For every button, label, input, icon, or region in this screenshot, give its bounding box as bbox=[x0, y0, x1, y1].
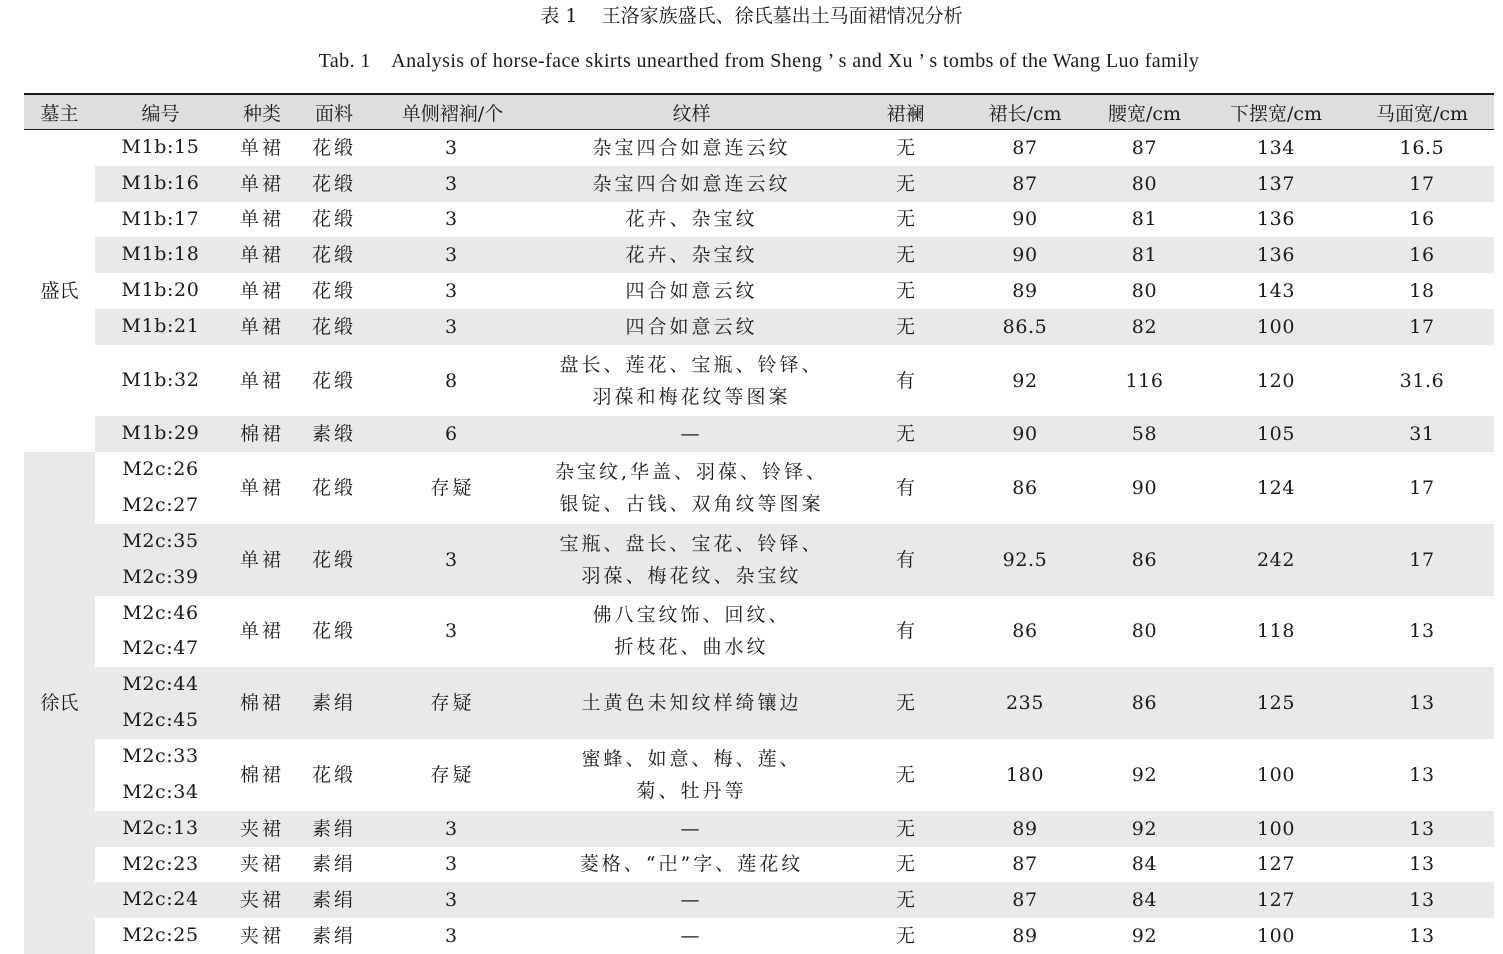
waist-cell: 87 bbox=[1131, 136, 1158, 159]
fabric-cell: 花缎 bbox=[298, 166, 370, 202]
pleats-cell: 3 bbox=[370, 309, 535, 345]
id-value: M1b:16 bbox=[121, 171, 200, 194]
length-cell: 89 bbox=[1012, 280, 1038, 303]
id-cell bbox=[95, 166, 226, 202]
fabric-cell: 花缎 bbox=[311, 620, 356, 643]
id-cell bbox=[95, 202, 226, 238]
type-cell: 棉裙 bbox=[239, 763, 284, 786]
header-border: 裙襕 bbox=[848, 94, 963, 130]
face-cell: 31.6 bbox=[1399, 369, 1445, 392]
pattern-line: 四合如意云纹 bbox=[625, 280, 758, 303]
fabric-cell: 素绢 bbox=[298, 811, 370, 847]
table-row bbox=[24, 202, 1494, 238]
length-cell: 86 bbox=[1012, 620, 1038, 643]
id-cell bbox=[95, 524, 226, 596]
pattern-line: — bbox=[680, 817, 703, 840]
pattern-cell bbox=[535, 452, 848, 524]
table-row bbox=[24, 524, 1494, 596]
header-face: 马面宽/cm bbox=[1350, 94, 1494, 130]
waist-cell: 84 bbox=[1087, 882, 1202, 918]
id-cell bbox=[95, 918, 226, 954]
pattern-line: 宝瓶、盘长、宝花、铃铎、 bbox=[559, 532, 824, 555]
type-cell: 单裙 bbox=[239, 136, 284, 159]
header-id: 编号 bbox=[95, 94, 226, 130]
pleats-cell: 3 bbox=[444, 853, 461, 876]
pattern-line: 杂宝四合如意连云纹 bbox=[592, 172, 791, 195]
pattern-line: 花卉、杂宝纹 bbox=[625, 244, 758, 267]
table-row bbox=[24, 237, 1494, 273]
pattern-cell bbox=[535, 309, 848, 345]
length-cell: 92 bbox=[1012, 369, 1038, 392]
hem-cell: 136 bbox=[1202, 237, 1350, 273]
id-cell bbox=[95, 811, 226, 847]
border-cell: 无 bbox=[895, 208, 915, 231]
type-cell: 单裙 bbox=[239, 620, 284, 643]
fabric-cell: 花缎 bbox=[311, 208, 356, 231]
face-cell: 16.5 bbox=[1399, 136, 1445, 159]
waist-cell: 81 bbox=[1087, 237, 1202, 273]
hem-cell: 100 bbox=[1256, 924, 1296, 947]
pattern-line: — bbox=[680, 889, 703, 912]
id-value: M2c:47 bbox=[122, 637, 199, 660]
pattern-cell bbox=[535, 811, 848, 847]
fabric-cell: 素绢 bbox=[298, 667, 370, 739]
table-row bbox=[24, 918, 1494, 954]
type-cell: 单裙 bbox=[239, 369, 284, 392]
hem-cell: 118 bbox=[1256, 620, 1296, 643]
fabric-cell: 素缎 bbox=[298, 416, 370, 452]
type-cell: 单裙 bbox=[226, 237, 298, 273]
pattern-cell bbox=[535, 237, 848, 273]
hem-cell: 127 bbox=[1202, 882, 1350, 918]
table-caption-cn: 表 1 王洛家族盛氏、徐氏墓出土马面裙情况分析 bbox=[540, 5, 963, 27]
hem-cell: 137 bbox=[1202, 166, 1350, 202]
header-fabric: 面料 bbox=[298, 94, 370, 130]
fabric-cell: 花缎 bbox=[311, 369, 356, 392]
hem-cell: 127 bbox=[1256, 853, 1296, 876]
id-value: M2c:33 bbox=[122, 745, 199, 768]
length-cell: 90 bbox=[1012, 208, 1038, 231]
face-cell: 17 bbox=[1350, 524, 1494, 596]
border-cell: 无 bbox=[848, 667, 963, 739]
hem-cell: 134 bbox=[1256, 136, 1296, 159]
pattern-line: 盘长、莲花、宝瓶、铃铎、 bbox=[559, 353, 824, 376]
length-cell: 89 bbox=[1012, 924, 1038, 947]
pattern-line: 土黄色未知纹样绮镶边 bbox=[581, 692, 802, 715]
border-cell: 无 bbox=[848, 882, 963, 918]
hem-cell: 143 bbox=[1256, 280, 1296, 303]
pattern-cell bbox=[535, 739, 848, 811]
table-row bbox=[24, 416, 1494, 452]
id-cell bbox=[95, 416, 226, 452]
waist-cell: 92 bbox=[1131, 763, 1158, 786]
header-length: 裙长/cm bbox=[963, 94, 1087, 130]
id-value: M2c:46 bbox=[122, 601, 199, 624]
face-cell: 16 bbox=[1409, 208, 1435, 231]
type-cell: 夹裙 bbox=[226, 882, 298, 918]
type-cell: 棉裙 bbox=[226, 416, 298, 452]
pattern-cell bbox=[535, 345, 848, 417]
face-cell: 13 bbox=[1350, 811, 1494, 847]
id-value: M1b:32 bbox=[121, 368, 200, 391]
table-row bbox=[24, 309, 1494, 345]
pattern-cell bbox=[535, 416, 848, 452]
border-cell: 无 bbox=[895, 280, 915, 303]
border-cell: 有 bbox=[848, 524, 963, 596]
pattern-cell bbox=[535, 524, 848, 596]
table-row bbox=[24, 811, 1494, 847]
id-cell bbox=[95, 452, 226, 524]
waist-cell: 86 bbox=[1087, 524, 1202, 596]
header-pattern: 纹样 bbox=[535, 94, 848, 130]
border-cell: 无 bbox=[895, 924, 915, 947]
id-value: M2c:24 bbox=[122, 888, 199, 911]
id-cell bbox=[95, 882, 226, 918]
length-cell: 89 bbox=[963, 811, 1087, 847]
owner-cell: 盛氏 bbox=[24, 130, 95, 453]
waist-cell: 80 bbox=[1087, 166, 1202, 202]
id-value: M2c:23 bbox=[122, 852, 199, 875]
pleats-cell: 3 bbox=[370, 811, 535, 847]
pleats-cell: 3 bbox=[370, 524, 535, 596]
type-cell: 夹裙 bbox=[226, 811, 298, 847]
pleats-cell: 8 bbox=[444, 369, 461, 392]
id-cell bbox=[95, 847, 226, 883]
pattern-cell bbox=[535, 273, 848, 309]
length-cell: 90 bbox=[963, 237, 1087, 273]
face-cell: 31 bbox=[1350, 416, 1494, 452]
pleats-cell: 存疑 bbox=[430, 763, 475, 786]
pattern-line: 花卉、杂宝纹 bbox=[625, 208, 758, 231]
id-value: M2c:27 bbox=[122, 494, 199, 517]
hem-cell: 120 bbox=[1256, 369, 1296, 392]
face-cell: 17 bbox=[1409, 477, 1435, 500]
pleats-cell: 3 bbox=[444, 620, 461, 643]
waist-cell: 116 bbox=[1125, 369, 1164, 392]
pattern-cell bbox=[535, 918, 848, 954]
id-value: M2c:45 bbox=[122, 709, 199, 732]
length-cell: 87 bbox=[963, 882, 1087, 918]
owner-cell: 徐氏 bbox=[24, 452, 95, 954]
table-header-row bbox=[24, 94, 1494, 130]
waist-cell: 84 bbox=[1131, 853, 1158, 876]
id-value: M1b:20 bbox=[121, 279, 200, 302]
id-value: M2c:35 bbox=[122, 530, 199, 552]
pattern-line: — bbox=[680, 924, 703, 947]
id-value: M2c:34 bbox=[122, 780, 199, 803]
length-cell: 86 bbox=[1012, 477, 1038, 500]
pleats-cell: 存疑 bbox=[430, 477, 475, 500]
face-cell: 13 bbox=[1409, 620, 1435, 643]
header-type: 种类 bbox=[226, 94, 298, 130]
border-cell: 无 bbox=[848, 237, 963, 273]
fabric-cell: 素绢 bbox=[311, 924, 356, 947]
border-cell: 无 bbox=[895, 763, 915, 786]
id-cell bbox=[95, 273, 226, 309]
border-cell: 无 bbox=[848, 309, 963, 345]
face-cell: 16 bbox=[1350, 237, 1494, 273]
border-cell: 有 bbox=[895, 477, 915, 500]
length-cell: 87 bbox=[963, 166, 1087, 202]
pleats-cell: 3 bbox=[370, 237, 535, 273]
fabric-cell: 花缎 bbox=[311, 477, 356, 500]
hem-cell: 125 bbox=[1202, 667, 1350, 739]
pattern-line: 杂宝四合如意连云纹 bbox=[592, 136, 791, 159]
length-cell: 86.5 bbox=[963, 309, 1087, 345]
face-cell: 17 bbox=[1350, 166, 1494, 202]
pattern-cell bbox=[535, 847, 848, 883]
id-cell bbox=[95, 130, 226, 166]
table-caption-en: Tab. 1 Analysis of horse-face skirts unearthed from Sheng ’ s and Xu ’ s tombs of the Wang Luo family bbox=[318, 50, 1200, 72]
type-cell: 单裙 bbox=[239, 280, 284, 303]
pleats-cell: 3 bbox=[444, 136, 461, 159]
face-cell: 17 bbox=[1350, 309, 1494, 345]
id-value: M1b:21 bbox=[121, 314, 200, 337]
waist-cell: 92 bbox=[1131, 924, 1158, 947]
type-cell: 单裙 bbox=[226, 309, 298, 345]
pattern-line: 菱格、“卍”字、莲花纹 bbox=[579, 853, 804, 876]
id-value: M2c:44 bbox=[122, 673, 199, 696]
pattern-line: 折枝花、曲水纹 bbox=[614, 636, 769, 659]
waist-cell: 86 bbox=[1087, 667, 1202, 739]
pleats-cell: 3 bbox=[444, 924, 461, 947]
hem-cell: 242 bbox=[1202, 524, 1350, 596]
id-cell bbox=[95, 309, 226, 345]
hem-cell: 105 bbox=[1202, 416, 1350, 452]
data-table bbox=[24, 93, 1494, 954]
id-value: M2c:13 bbox=[122, 816, 199, 839]
length-cell: 92.5 bbox=[963, 524, 1087, 596]
fabric-cell: 花缎 bbox=[311, 763, 356, 786]
border-cell: 有 bbox=[895, 369, 915, 392]
border-cell: 无 bbox=[848, 811, 963, 847]
waist-cell: 80 bbox=[1131, 280, 1158, 303]
border-cell: 无 bbox=[848, 416, 963, 452]
hem-cell: 124 bbox=[1256, 477, 1296, 500]
type-cell: 单裙 bbox=[226, 166, 298, 202]
length-cell: 180 bbox=[1005, 763, 1045, 786]
pattern-cell bbox=[535, 667, 848, 739]
id-value: M2c:25 bbox=[122, 924, 199, 947]
border-cell: 无 bbox=[895, 853, 915, 876]
pattern-cell bbox=[535, 202, 848, 238]
id-cell bbox=[95, 596, 226, 668]
fabric-cell: 花缎 bbox=[298, 237, 370, 273]
pattern-cell bbox=[535, 130, 848, 166]
pattern-line: 四合如意云纹 bbox=[625, 315, 758, 338]
table-row bbox=[24, 596, 1494, 668]
fabric-cell: 花缎 bbox=[298, 524, 370, 596]
pattern-line: 杂宝纹,华盖、羽葆、铃铎、 bbox=[554, 461, 829, 484]
header-hem: 下摆宽/cm bbox=[1202, 94, 1350, 130]
table-row bbox=[24, 882, 1494, 918]
header-waist: 腰宽/cm bbox=[1087, 94, 1202, 130]
pleats-cell: 6 bbox=[370, 416, 535, 452]
fabric-cell: 花缎 bbox=[311, 280, 356, 303]
id-cell bbox=[95, 345, 226, 417]
pattern-line: 佛八宝纹饰、回纹、 bbox=[592, 604, 791, 627]
fabric-cell: 素绢 bbox=[298, 882, 370, 918]
length-cell: 90 bbox=[963, 416, 1087, 452]
pattern-line: 菊、牡丹等 bbox=[636, 779, 747, 802]
pattern-line: 羽葆和梅花纹等图案 bbox=[592, 385, 791, 408]
border-cell: 无 bbox=[895, 136, 915, 159]
id-cell bbox=[95, 237, 226, 273]
table-row bbox=[24, 667, 1494, 739]
pattern-line: 银锭、古钱、双角纹等图案 bbox=[559, 493, 824, 516]
hem-cell: 100 bbox=[1256, 763, 1296, 786]
face-cell: 13 bbox=[1350, 667, 1494, 739]
waist-cell: 80 bbox=[1131, 620, 1158, 643]
id-cell bbox=[95, 667, 226, 739]
waist-cell: 81 bbox=[1131, 208, 1158, 231]
id-value: M2c:39 bbox=[122, 565, 199, 588]
table-row bbox=[24, 130, 1494, 166]
header-owner: 墓主 bbox=[24, 94, 95, 130]
id-cell bbox=[95, 739, 226, 811]
face-cell: 18 bbox=[1409, 280, 1435, 303]
pattern-cell bbox=[535, 882, 848, 918]
type-cell: 单裙 bbox=[239, 477, 284, 500]
type-cell: 单裙 bbox=[239, 208, 284, 231]
id-value: M2c:26 bbox=[122, 458, 199, 481]
border-cell: 有 bbox=[895, 620, 915, 643]
type-cell: 单裙 bbox=[226, 524, 298, 596]
id-value: M1b:18 bbox=[121, 243, 200, 266]
waist-cell: 90 bbox=[1131, 477, 1158, 500]
fabric-cell: 花缎 bbox=[298, 309, 370, 345]
pattern-line: 蜜蜂、如意、梅、莲、 bbox=[581, 747, 802, 770]
type-cell: 夹裙 bbox=[239, 924, 284, 947]
face-cell: 13 bbox=[1409, 763, 1435, 786]
pattern-cell bbox=[535, 596, 848, 668]
table-row bbox=[24, 847, 1494, 883]
type-cell: 夹裙 bbox=[239, 853, 284, 876]
waist-cell: 82 bbox=[1087, 309, 1202, 345]
length-cell: 87 bbox=[1012, 136, 1038, 159]
waist-cell: 92 bbox=[1087, 811, 1202, 847]
pleats-cell: 3 bbox=[444, 208, 461, 231]
table-row bbox=[24, 166, 1494, 202]
hem-cell: 100 bbox=[1202, 811, 1350, 847]
table-row bbox=[24, 452, 1494, 524]
hem-cell: 136 bbox=[1256, 208, 1296, 231]
fabric-cell: 花缎 bbox=[311, 136, 356, 159]
pattern-line: — bbox=[680, 423, 703, 446]
table-body bbox=[24, 130, 1494, 954]
id-value: M1b:29 bbox=[121, 422, 200, 445]
face-cell: 13 bbox=[1350, 882, 1494, 918]
type-cell: 棉裙 bbox=[226, 667, 298, 739]
face-cell: 13 bbox=[1409, 924, 1435, 947]
length-cell: 235 bbox=[963, 667, 1087, 739]
id-value: M1b:17 bbox=[121, 207, 200, 230]
waist-cell: 58 bbox=[1087, 416, 1202, 452]
face-cell: 13 bbox=[1409, 853, 1435, 876]
length-cell: 87 bbox=[1012, 853, 1038, 876]
pattern-line: 羽葆、梅花纹、杂宝纹 bbox=[581, 564, 802, 587]
table-row bbox=[24, 739, 1494, 811]
pleats-cell: 3 bbox=[370, 882, 535, 918]
pattern-cell bbox=[535, 166, 848, 202]
id-value: M1b:15 bbox=[121, 136, 200, 158]
fabric-cell: 素绢 bbox=[311, 853, 356, 876]
table-row bbox=[24, 345, 1494, 417]
header-pleats: 单侧褶裥/个 bbox=[370, 94, 535, 130]
pleats-cell: 3 bbox=[444, 280, 461, 303]
pleats-cell: 存疑 bbox=[370, 667, 535, 739]
border-cell: 无 bbox=[848, 166, 963, 202]
hem-cell: 100 bbox=[1202, 309, 1350, 345]
pleats-cell: 3 bbox=[370, 166, 535, 202]
table-row bbox=[24, 273, 1494, 309]
